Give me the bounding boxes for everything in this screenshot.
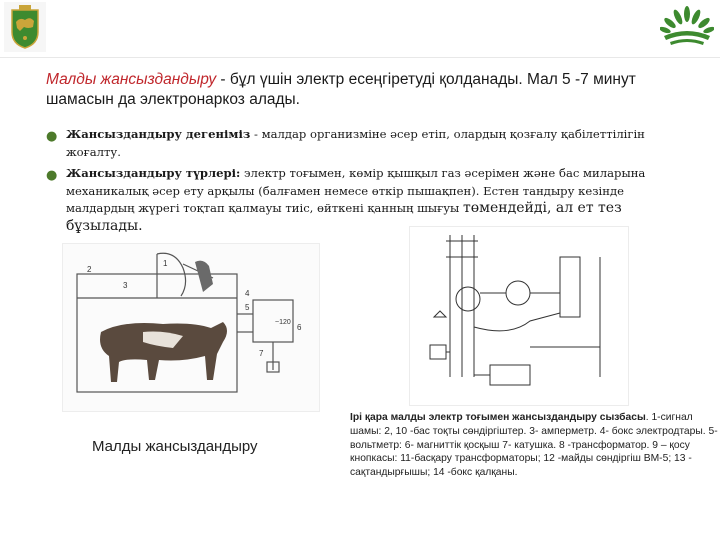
figure-label: 2	[87, 265, 92, 274]
bullet-text: электр тоғымен, көмір қышқыл газ әсерімен және бас миларына механикалық әсер ету арқылы (балғамен немесе өткір пышақпен). Естен тандыру кезінде малдардың жүрегі тоқтап қалмауы тиіс, өйткені қанның шығуы	[66, 166, 646, 215]
figure-caption-right	[350, 411, 718, 480]
figure-label: 3	[123, 281, 128, 290]
list-item	[46, 165, 686, 235]
figure-label: ~120	[275, 319, 291, 326]
bullet-list	[46, 126, 686, 239]
figure-label: 4	[245, 289, 250, 298]
list-item	[46, 126, 686, 161]
slide-header-bar	[0, 0, 720, 58]
bullet-dot-icon: ●	[46, 129, 58, 144]
figure-caption-left: Малды жансыздандыру	[92, 438, 258, 455]
stunning-box-drawing	[62, 243, 320, 412]
heading-rest: - бұл үшін электр есеңгіретуді қолданады. Мал 5 -7 минут шамасын да электронаркоз алады.	[46, 71, 636, 108]
figure-label: 7	[259, 349, 264, 358]
bullet-term: Жансыздандыру дегеніміз	[66, 127, 251, 141]
bullet-dot-icon: ●	[46, 168, 58, 183]
figure-label: 6	[297, 323, 302, 332]
figure-label: 1	[163, 259, 168, 268]
bullet-text: - малдар организміне әсер етіп, олардың қозғалу қабілеттілігін жоғалту.	[66, 127, 645, 159]
caption-lead: Ірі қара малды электр тоғымен жансыздандыру сызбасы	[350, 412, 646, 423]
slide-heading	[46, 70, 686, 110]
bullet-term: Жансыздандыру түрлері:	[66, 166, 241, 180]
bullet-emphasis: төмендейді, ал ет тез бұзылады.	[66, 200, 622, 234]
header-divider	[0, 57, 720, 58]
caption-body: . 1-сигнал шамы: 2, 10 -бас тоқты сөндіргіштер. 3- амперметр. 4- бокс электродтары. 5- вольтметр: 6- магниттік қосқыш 7- катушка. 8 -трансформатор. 9 – қосу кнопкасы: 11-басқару трансформаторы; 12 -майды сөндіргіш ВМ-5; 13 - сақтандырғышы; 14 -бокс қалқаны.	[350, 412, 718, 479]
heading-accent: Малды жансыздандыру	[46, 71, 217, 88]
figure-label: 5	[245, 303, 250, 312]
bashkortostan-kurai-flower-icon	[660, 4, 714, 48]
ufa-coat-of-arms-icon	[4, 2, 46, 52]
electrical-schematic-diagram	[409, 226, 629, 406]
